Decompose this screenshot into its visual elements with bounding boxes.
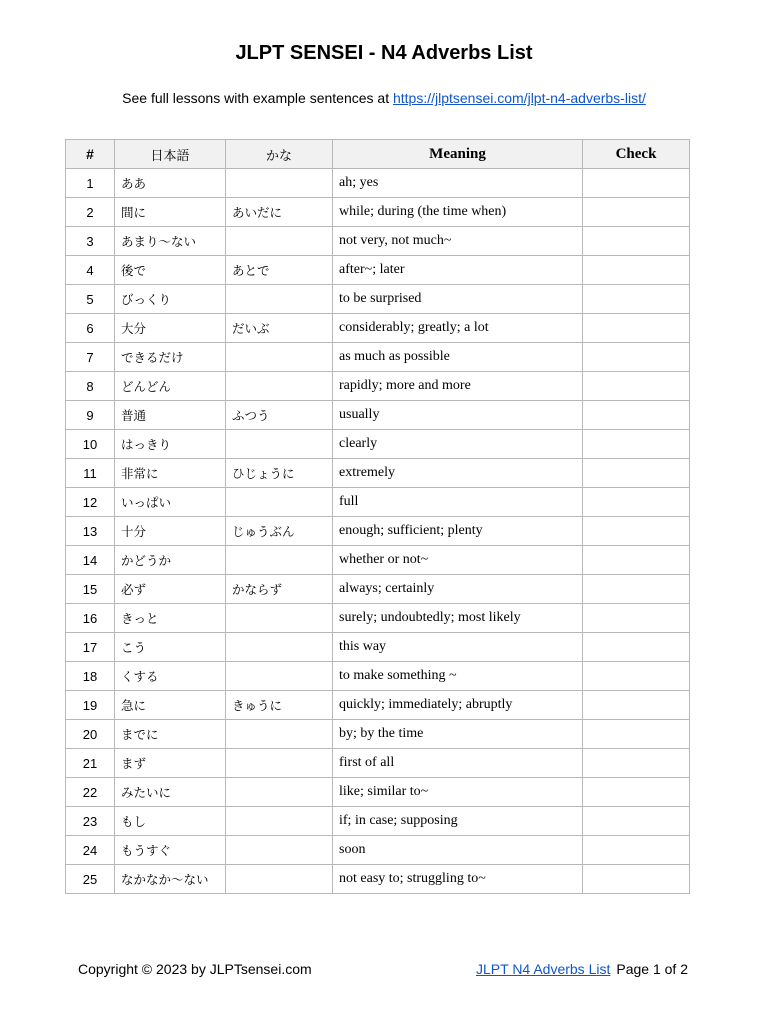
- cell-japanese: みたいに: [115, 778, 226, 807]
- cell-japanese: 十分: [115, 517, 226, 546]
- cell-kana: ひじょうに: [226, 459, 333, 488]
- cell-japanese: できるだけ: [115, 343, 226, 372]
- cell-japanese: もし: [115, 807, 226, 836]
- cell-japanese: ああ: [115, 169, 226, 198]
- cell-kana: [226, 807, 333, 836]
- table-row: [66, 198, 690, 227]
- cell-kana: だいぶ: [226, 314, 333, 343]
- cell-japanese: こう: [115, 633, 226, 662]
- cell-check[interactable]: [583, 691, 690, 720]
- cell-check[interactable]: [583, 285, 690, 314]
- cell-check[interactable]: [583, 865, 690, 894]
- cell-number: 7: [66, 343, 115, 372]
- table-row: [66, 488, 690, 517]
- table-row: [66, 691, 690, 720]
- cell-check[interactable]: [583, 488, 690, 517]
- cell-kana: あとで: [226, 256, 333, 285]
- cell-meaning: surely; undoubtedly; most likely: [333, 604, 583, 633]
- cell-meaning: this way: [333, 633, 583, 662]
- cell-kana: [226, 430, 333, 459]
- table-row: [66, 836, 690, 865]
- cell-kana: ふつう: [226, 401, 333, 430]
- page-title: JLPT SENSEI - N4 Adverbs List: [235, 42, 533, 64]
- cell-number: 17: [66, 633, 115, 662]
- cell-meaning: first of all: [333, 749, 583, 778]
- cell-check[interactable]: [583, 662, 690, 691]
- cell-meaning: after~; later: [333, 256, 583, 285]
- header-kana: かな: [226, 140, 333, 169]
- cell-japanese: きっと: [115, 604, 226, 633]
- cell-kana: [226, 778, 333, 807]
- table-row: [66, 343, 690, 372]
- cell-kana: [226, 227, 333, 256]
- cell-check[interactable]: [583, 633, 690, 662]
- cell-meaning: soon: [333, 836, 583, 865]
- table-header-row: [66, 140, 690, 169]
- cell-meaning: quickly; immediately; abruptly: [333, 691, 583, 720]
- table-row: [66, 372, 690, 401]
- cell-meaning: if; in case; supposing: [333, 807, 583, 836]
- cell-check[interactable]: [583, 720, 690, 749]
- cell-check[interactable]: [583, 778, 690, 807]
- table-row: [66, 285, 690, 314]
- header-meaning: Meaning: [333, 140, 583, 169]
- cell-meaning: considerably; greatly; a lot: [333, 314, 583, 343]
- cell-japanese: もうすぐ: [115, 836, 226, 865]
- cell-check[interactable]: [583, 198, 690, 227]
- cell-meaning: clearly: [333, 430, 583, 459]
- table-row: [66, 633, 690, 662]
- table-row: [66, 314, 690, 343]
- table-row: [66, 546, 690, 575]
- cell-kana: [226, 749, 333, 778]
- cell-number: 15: [66, 575, 115, 604]
- cell-number: 6: [66, 314, 115, 343]
- cell-kana: [226, 662, 333, 691]
- table-row: [66, 865, 690, 894]
- cell-japanese: 大分: [115, 314, 226, 343]
- cell-number: 14: [66, 546, 115, 575]
- cell-number: 23: [66, 807, 115, 836]
- cell-kana: [226, 372, 333, 401]
- cell-number: 5: [66, 285, 115, 314]
- cell-japanese: 急に: [115, 691, 226, 720]
- cell-japanese: かどうか: [115, 546, 226, 575]
- cell-japanese: なかなか〜ない: [115, 865, 226, 894]
- cell-check[interactable]: [583, 459, 690, 488]
- cell-check[interactable]: [583, 604, 690, 633]
- cell-kana: [226, 633, 333, 662]
- cell-japanese: あまり〜ない: [115, 227, 226, 256]
- cell-number: 22: [66, 778, 115, 807]
- cell-meaning: always; certainly: [333, 575, 583, 604]
- subtitle: [0, 90, 768, 106]
- cell-meaning: by; by the time: [333, 720, 583, 749]
- cell-japanese: くする: [115, 662, 226, 691]
- cell-check[interactable]: [583, 546, 690, 575]
- cell-kana: かならず: [226, 575, 333, 604]
- cell-number: 11: [66, 459, 115, 488]
- cell-meaning: extremely: [333, 459, 583, 488]
- cell-meaning: full: [333, 488, 583, 517]
- footer-list-link[interactable]: JLPT N4 Adverbs List: [476, 961, 611, 977]
- cell-number: 24: [66, 836, 115, 865]
- cell-number: 8: [66, 372, 115, 401]
- table-row: [66, 720, 690, 749]
- table-row: [66, 256, 690, 285]
- cell-japanese: 間に: [115, 198, 226, 227]
- table-row: [66, 169, 690, 198]
- copyright-text: Copyright © 2023 by JLPTsensei.com: [78, 961, 312, 977]
- cell-number: 18: [66, 662, 115, 691]
- cell-number: 4: [66, 256, 115, 285]
- cell-check[interactable]: [583, 227, 690, 256]
- cell-number: 1: [66, 169, 115, 198]
- cell-check[interactable]: [583, 517, 690, 546]
- table-row: [66, 662, 690, 691]
- header-check: Check: [583, 140, 690, 169]
- page-number: Page 1 of 2: [616, 961, 688, 977]
- cell-check[interactable]: [583, 401, 690, 430]
- footer-right: [476, 961, 688, 977]
- cell-meaning: usually: [333, 401, 583, 430]
- table-row: [66, 401, 690, 430]
- cell-meaning: whether or not~: [333, 546, 583, 575]
- cell-number: 21: [66, 749, 115, 778]
- table-row: [66, 459, 690, 488]
- lesson-link[interactable]: https://jlptsensei.com/jlpt-n4-adverbs-list/: [392, 90, 646, 106]
- cell-kana: [226, 488, 333, 517]
- cell-check[interactable]: [583, 314, 690, 343]
- cell-japanese: はっきり: [115, 430, 226, 459]
- cell-japanese: 後で: [115, 256, 226, 285]
- cell-number: 20: [66, 720, 115, 749]
- cell-kana: [226, 343, 333, 372]
- cell-meaning: rapidly; more and more: [333, 372, 583, 401]
- cell-number: 25: [66, 865, 115, 894]
- cell-kana: きゅうに: [226, 691, 333, 720]
- cell-check[interactable]: [583, 343, 690, 372]
- cell-number: 9: [66, 401, 115, 430]
- cell-check[interactable]: [583, 749, 690, 778]
- table-row: [66, 778, 690, 807]
- cell-check[interactable]: [583, 372, 690, 401]
- cell-japanese: 普通: [115, 401, 226, 430]
- cell-kana: [226, 546, 333, 575]
- table-row: [66, 430, 690, 459]
- cell-number: 19: [66, 691, 115, 720]
- header-number: #: [66, 140, 115, 169]
- table-row: [66, 749, 690, 778]
- cell-number: 12: [66, 488, 115, 517]
- cell-meaning: not very, not much~: [333, 227, 583, 256]
- cell-meaning: as much as possible: [333, 343, 583, 372]
- cell-check[interactable]: [583, 807, 690, 836]
- table-row: [66, 227, 690, 256]
- cell-kana: [226, 169, 333, 198]
- cell-number: 2: [66, 198, 115, 227]
- cell-kana: [226, 285, 333, 314]
- table-body: [66, 169, 690, 894]
- adverbs-table: [65, 139, 690, 894]
- cell-meaning: to be surprised: [333, 285, 583, 314]
- cell-number: 13: [66, 517, 115, 546]
- cell-meaning: like; similar to~: [333, 778, 583, 807]
- cell-check[interactable]: [583, 169, 690, 198]
- cell-japanese: 必ず: [115, 575, 226, 604]
- table-row: [66, 604, 690, 633]
- cell-meaning: enough; sufficient; plenty: [333, 517, 583, 546]
- cell-japanese: びっくり: [115, 285, 226, 314]
- subtitle-text: See full lessons with example sentences at: [122, 90, 393, 106]
- cell-kana: じゅうぶん: [226, 517, 333, 546]
- header-japanese: 日本語: [115, 140, 226, 169]
- cell-japanese: いっぱい: [115, 488, 226, 517]
- cell-japanese: まず: [115, 749, 226, 778]
- cell-meaning: while; during (the time when): [333, 198, 583, 227]
- cell-kana: [226, 865, 333, 894]
- cell-japanese: どんどん: [115, 372, 226, 401]
- cell-check[interactable]: [583, 256, 690, 285]
- cell-meaning: not easy to; struggling to~: [333, 865, 583, 894]
- cell-number: 10: [66, 430, 115, 459]
- cell-number: 3: [66, 227, 115, 256]
- table-row: [66, 575, 690, 604]
- cell-number: 16: [66, 604, 115, 633]
- cell-meaning: ah; yes: [333, 169, 583, 198]
- cell-kana: あいだに: [226, 198, 333, 227]
- table-row: [66, 517, 690, 546]
- cell-check[interactable]: [583, 430, 690, 459]
- cell-meaning: to make something ~: [333, 662, 583, 691]
- cell-check[interactable]: [583, 575, 690, 604]
- cell-japanese: までに: [115, 720, 226, 749]
- cell-kana: [226, 836, 333, 865]
- cell-kana: [226, 604, 333, 633]
- cell-check[interactable]: [583, 836, 690, 865]
- cell-japanese: 非常に: [115, 459, 226, 488]
- cell-kana: [226, 720, 333, 749]
- table-row: [66, 807, 690, 836]
